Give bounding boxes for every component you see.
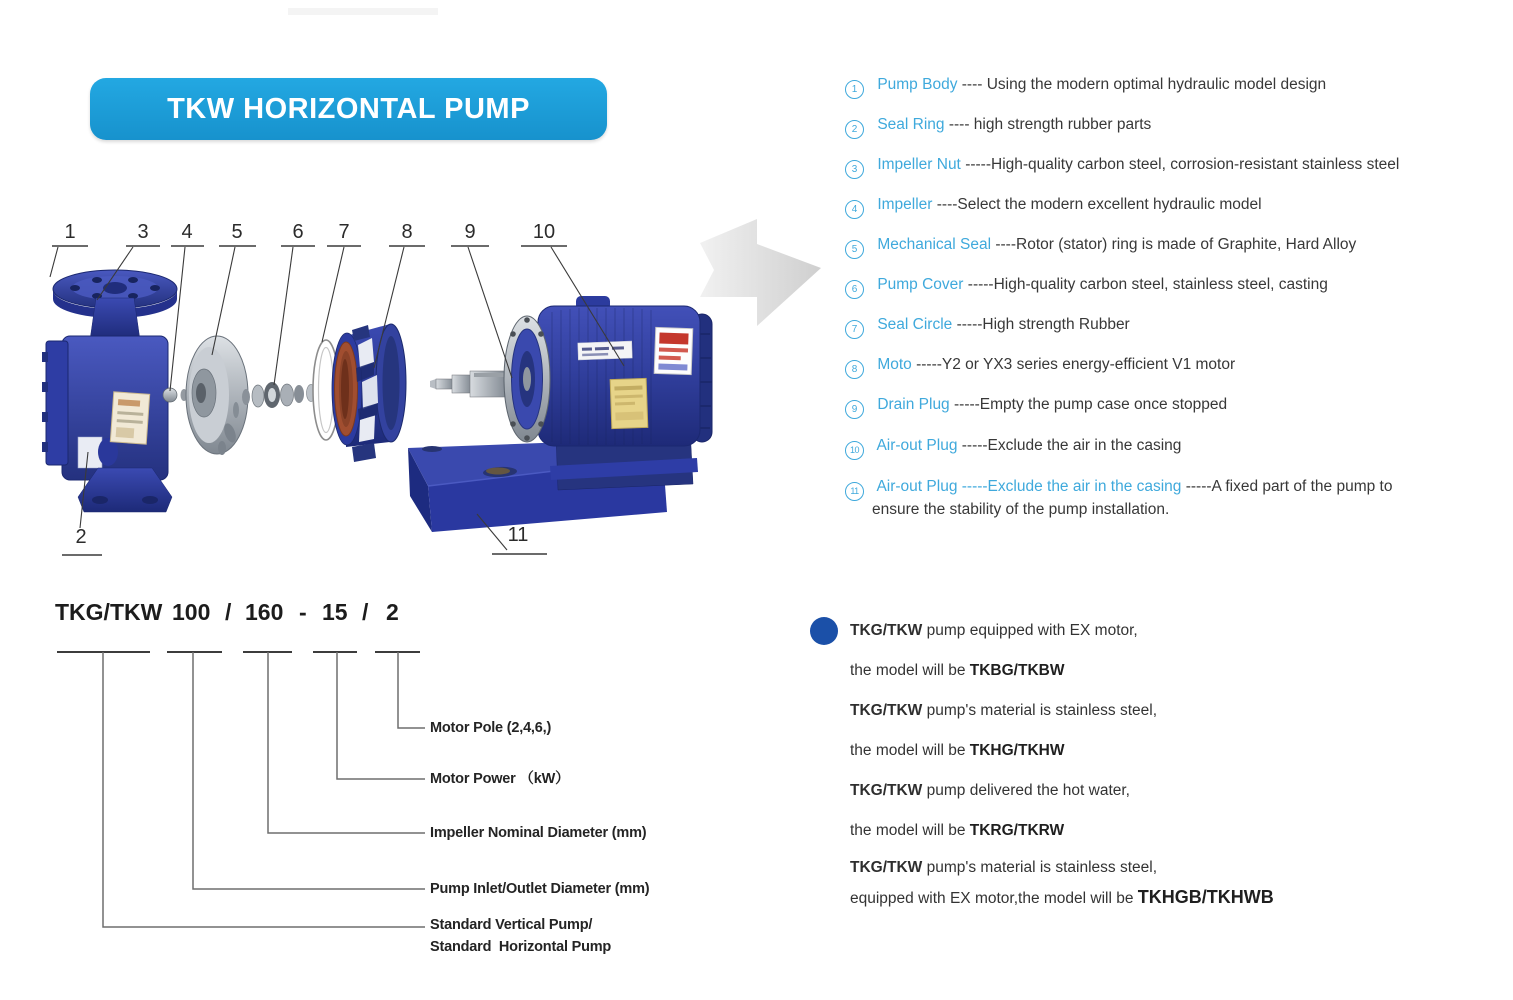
callout-5: 5 — [231, 221, 243, 243]
item-number-badge: 7 — [845, 320, 864, 339]
part-description: -----A fixed part of the pump to — [1185, 478, 1393, 495]
brand-text: TKG/TKW — [850, 702, 923, 719]
model-segment-dash: - — [299, 599, 307, 625]
flow-arrow-icon — [700, 219, 821, 326]
model-key-connectors — [57, 652, 425, 927]
part-description: -----Y2 or YX3 series energy-efficient V1 motor — [916, 356, 1236, 373]
model-segment-inlet: 100 — [172, 599, 211, 625]
pump-body-illustration — [42, 270, 177, 512]
mechanical-seal-illustration — [242, 382, 316, 408]
parts-list-item — [845, 316, 1513, 339]
variant-line — [850, 702, 1157, 721]
variant-text: pump equipped with EX motor, — [922, 622, 1138, 639]
part-name: Mechanical Seal — [877, 236, 992, 253]
model-segment-series: TKG/TKW — [55, 599, 163, 625]
model-segment-slash2: / — [362, 599, 369, 625]
callout-11: 11 — [507, 524, 529, 546]
item-number-badge: 10 — [845, 441, 864, 460]
key-label-motor-power: Motor Power （kW） — [430, 771, 570, 787]
item-number-badge: 8 — [845, 360, 864, 379]
brand-text: TKG/TKW — [850, 622, 923, 639]
key-label-standard-1: Standard Vertical Pump/ — [430, 917, 593, 933]
part-description: ---- Using the modern optimal hydraulic model design — [961, 76, 1327, 93]
item-number-badge: 5 — [845, 240, 864, 259]
part-name: Air-out Plug — [876, 478, 958, 495]
part-name: Impeller — [877, 196, 933, 213]
callout-10: 10 — [532, 221, 556, 243]
part-description-line2: ensure the stability of the pump installation. — [872, 501, 1170, 518]
parts-list-item — [845, 76, 1513, 99]
part-name: Seal Circle — [877, 316, 953, 333]
callout-8: 8 — [401, 221, 413, 243]
callout-3: 3 — [137, 221, 149, 243]
part-description: -----High strength Rubber — [956, 316, 1130, 333]
item-number-badge: 9 — [845, 400, 864, 419]
callout-9: 9 — [464, 221, 476, 243]
impeller-illustration — [163, 336, 248, 455]
model-segment-impeller: 160 — [245, 599, 284, 625]
callout-1: 1 — [64, 221, 76, 243]
parts-list-item — [845, 156, 1513, 179]
variant-line — [850, 742, 1064, 761]
item-number-badge: 4 — [845, 200, 864, 219]
model-segment-pole: 2 — [386, 599, 399, 625]
part-name: Seal Ring — [877, 116, 945, 133]
callout-6: 6 — [292, 221, 304, 243]
part-name: Air-out Plug — [876, 437, 958, 454]
key-label-standard-2: Standard Horizontal Pump — [430, 939, 612, 955]
variant-line — [850, 622, 1138, 641]
key-label-inlet-outlet: Pump Inlet/Outlet Diameter (mm) — [430, 881, 650, 897]
callout-4: 4 — [181, 221, 193, 243]
item-number-badge: 6 — [845, 280, 864, 299]
parts-list-item — [845, 116, 1513, 139]
parts-list-item — [845, 276, 1513, 299]
variant-model: TKRG/TKRW — [969, 822, 1065, 839]
variant-model: TKHG/TKHW — [969, 742, 1065, 759]
part-description: ---- high strength rubber parts — [948, 116, 1152, 133]
variant-line — [850, 822, 1064, 841]
callout-2: 2 — [75, 526, 87, 548]
part-description: ----Rotor (stator) ring is made of Graphite, Hard Alloy — [995, 236, 1357, 253]
part-name: Moto — [877, 356, 912, 373]
part-description: -----Empty the pump case once stopped — [954, 396, 1228, 413]
part-description: -----High-quality carbon steel, corrosion-resistant stainless steel — [965, 156, 1400, 173]
model-segment-power: 15 — [322, 599, 348, 625]
variant-text: the model will be — [850, 822, 970, 839]
parts-list-item — [845, 196, 1513, 219]
parts-list-item — [845, 478, 1513, 501]
part-name: Pump Cover — [877, 276, 964, 293]
variant-model: TKHGB/TKHWB — [1137, 887, 1274, 907]
parts-list-item-continuation — [872, 501, 1513, 519]
key-label-impeller-diameter: Impeller Nominal Diameter (mm) — [430, 825, 647, 841]
variant-text: pump's material is stainless steel, — [922, 859, 1158, 876]
page-title: TKW HORIZONTAL PUMP — [167, 92, 530, 125]
variant-text: the model will be — [850, 662, 970, 679]
model-segment-slash1: / — [225, 599, 232, 625]
variant-text: pump delivered the hot water, — [922, 782, 1130, 799]
variant-line — [850, 859, 1157, 878]
callout-7: 7 — [338, 221, 350, 243]
pump-cover-illustration — [332, 324, 406, 462]
part-description-highlight: -----Exclude the air in the casing — [961, 478, 1182, 495]
part-name: Impeller Nut — [877, 156, 961, 173]
part-description: -----High-quality carbon steel, stainless steel, casting — [967, 276, 1328, 293]
part-name: Drain Plug — [877, 396, 950, 413]
part-name: Pump Body — [877, 76, 958, 93]
variant-text: equipped with EX motor,the model will be — [850, 890, 1138, 907]
part-description: ----Select the modern excellent hydraulic model — [936, 196, 1262, 213]
item-number-badge: 2 — [845, 120, 864, 139]
title-banner — [90, 78, 607, 140]
variant-text: pump's material is stainless steel, — [922, 702, 1158, 719]
key-label-motor-pole: Motor Pole (2,4,6,) — [430, 720, 552, 736]
parts-list-item — [845, 396, 1513, 419]
variant-model: TKBG/TKBW — [969, 662, 1065, 679]
item-number-badge: 11 — [845, 482, 864, 501]
brand-text: TKG/TKW — [850, 859, 923, 876]
variant-line — [850, 887, 1274, 909]
variant-line — [850, 662, 1064, 681]
variant-text: the model will be — [850, 742, 970, 759]
parts-list-item — [845, 356, 1513, 379]
brand-text: TKG/TKW — [850, 782, 923, 799]
parts-list-item — [845, 437, 1513, 460]
part-description: -----Exclude the air in the casing — [961, 437, 1182, 454]
variant-line — [850, 782, 1130, 801]
item-number-badge: 3 — [845, 160, 864, 179]
item-number-badge: 1 — [845, 80, 864, 99]
parts-list-item — [845, 236, 1513, 259]
bullet-icon — [810, 617, 838, 645]
